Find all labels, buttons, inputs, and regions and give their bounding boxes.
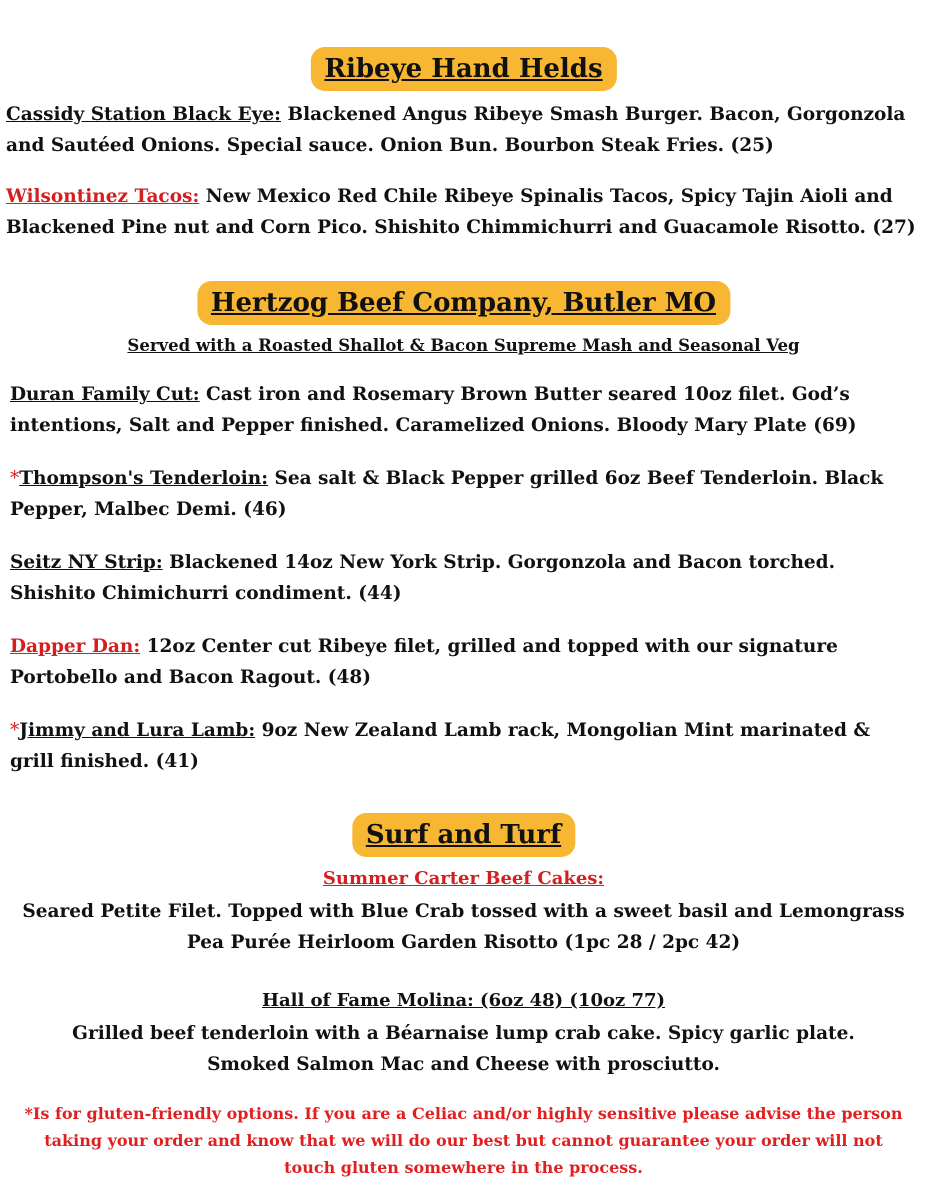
item-description-line2: Smoked Salmon Mac and Cheese with prosciutto.: [207, 1054, 720, 1075]
item-description: Cast iron and Rosemary Brown Butter seared 10oz filet. God’s intentions, Salt and Pepper finished. Caramelized Onions. Bloody Mary Plate (69): [10, 384, 857, 436]
item-description-line1: Grilled beef tenderloin with a Béarnaise lump crab cake. Spicy garlic plate.: [72, 1023, 855, 1044]
menu-item-lamb: [10, 715, 917, 777]
menu-item-wilsontinez: [6, 181, 917, 243]
menu-item-thompson: [10, 463, 917, 525]
item-description: Sea salt & Black Pepper grilled 6oz Beef Tenderloin. Black Pepper, Malbec Demi. (46): [10, 468, 884, 520]
item-name: Duran Family Cut:: [10, 384, 200, 405]
section-title-ribeye: Ribeye Hand Helds: [310, 47, 616, 91]
item-name: Thompson's Tenderloin:: [19, 468, 269, 489]
item-name: Jimmy and Lura Lamb:: [19, 720, 256, 741]
section-subtitle: Served with a Roasted Shallot & Bacon Supreme Mash and Seasonal Veg: [127, 336, 800, 355]
item-description-line1: Seared Petite Filet. Topped with Blue Crab tossed with a sweet basil and Lemongrass: [22, 901, 905, 922]
menu-item-duran: [10, 379, 917, 441]
section-title-hertzog: Hertzog Beef Company, Butler MO: [197, 281, 730, 325]
item-name: Wilsontinez Tacos:: [6, 186, 200, 207]
gluten-friendly-marker: *: [10, 720, 20, 741]
menu-item-summer-carter: [0, 865, 927, 958]
item-name: Dapper Dan:: [10, 636, 141, 657]
menu-item-cassidy: [6, 99, 917, 161]
gluten-friendly-marker: *: [10, 468, 20, 489]
item-name: Seitz NY Strip:: [10, 552, 163, 573]
footnote-line: taking your order and know that we will do our best but cannot guarantee your order will not: [44, 1131, 883, 1150]
item-name: Cassidy Station Black Eye:: [6, 104, 282, 125]
item-description-line2: Pea Purée Heirloom Garden Risotto (1pc 28 / 2pc 42): [186, 932, 741, 953]
section-title-surf: Surf and Turf: [352, 813, 575, 857]
menu-item-molina: [0, 987, 927, 1080]
item-description: Blackened 14oz New York Strip. Gorgonzola and Bacon torched. Shishito Chimichurri condiment. (44): [10, 552, 836, 604]
item-name: Hall of Fame Molina: (6oz 48) (10oz 77): [261, 990, 666, 1011]
gluten-footnote: [0, 1100, 927, 1181]
item-description: 12oz Center cut Ribeye filet, grilled and topped with our signature Portobello and Bacon Ragout. (48): [10, 636, 838, 688]
item-name: Summer Carter Beef Cakes:: [322, 868, 605, 889]
menu-item-dapper-dan: [10, 631, 917, 693]
item-description: 9oz New Zealand Lamb rack, Mongolian Mint marinated & grill finished. (41): [10, 720, 871, 772]
footnote-line: *Is for gluten-friendly options. If you are a Celiac and/or highly sensitive please advise the person: [24, 1104, 903, 1123]
item-description: New Mexico Red Chile Ribeye Spinalis Tacos, Spicy Tajin Aioli and Blackened Pine nut and Corn Pico. Shishito Chimmichurri and Guacamole Risotto. (27): [6, 186, 916, 238]
footnote-line: touch gluten somewhere in the process.: [284, 1158, 643, 1177]
item-description: Blackened Angus Ribeye Smash Burger. Bacon, Gorgonzola and Sautéed Onions. Special sauce. Onion Bun. Bourbon Steak Fries. (25): [6, 104, 906, 156]
menu-item-seitz: [10, 547, 917, 609]
